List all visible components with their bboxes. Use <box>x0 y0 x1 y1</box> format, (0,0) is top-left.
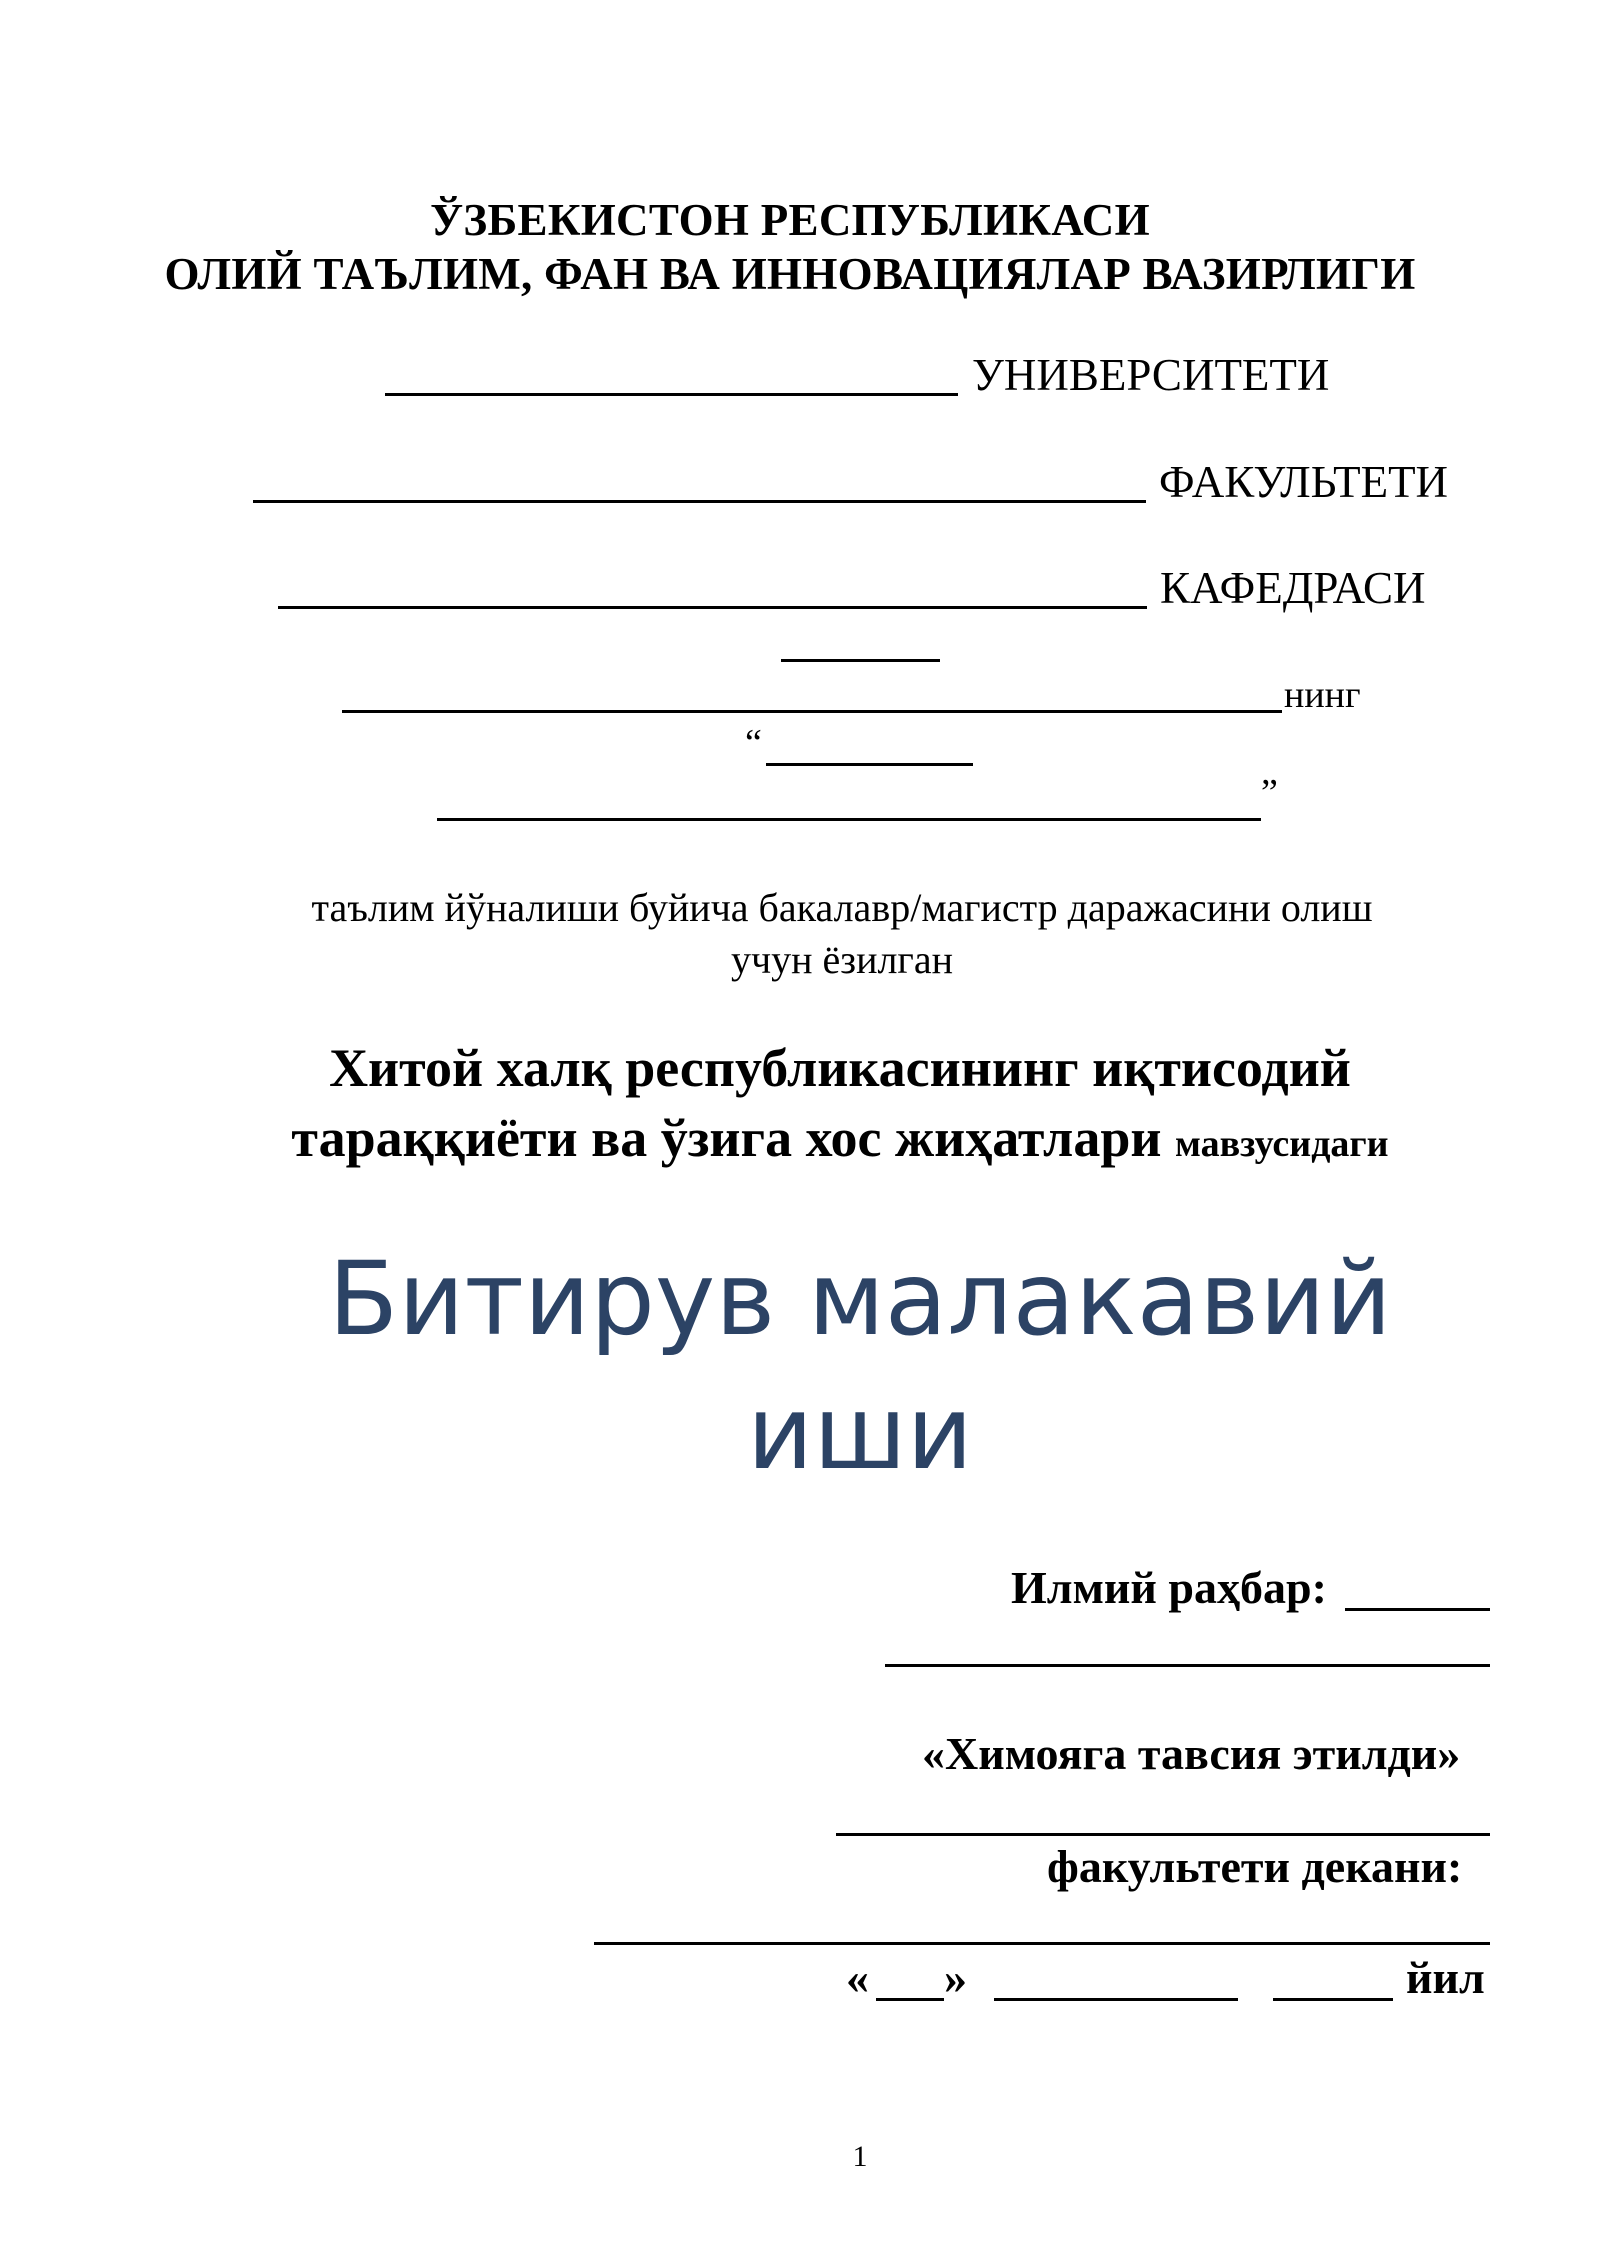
work-title-line-1: Битирув малакавий <box>328 1240 1392 1359</box>
date-day-blank[interactable] <box>876 1998 944 2001</box>
recommended-blank-line[interactable] <box>836 1833 1490 1836</box>
dean-label: факультети декани: <box>1047 1841 1463 1892</box>
topic-suffix: мавзусидаги <box>1174 1123 1389 1165</box>
faculty-blank-line[interactable] <box>253 500 1146 503</box>
direction-blank-line[interactable] <box>437 818 1261 821</box>
topic-line-1: Хитой халқ республикасининг иқтисодий <box>329 1038 1351 1098</box>
recommended-label: «Химояга тавсия этилди» <box>922 1728 1461 1779</box>
faculty-label: ФАКУЛЬТЕТИ <box>1159 457 1449 507</box>
date-open-guillemet: « <box>846 1952 869 2003</box>
open-quote: “ <box>745 722 762 764</box>
topic-line-2 <box>40 1103 1600 1179</box>
direction-blank-line-short[interactable] <box>766 763 973 766</box>
student-blank-line-short[interactable] <box>781 659 940 662</box>
supervisor-blank-short[interactable] <box>1345 1608 1490 1611</box>
date-year-blank[interactable] <box>1273 1998 1393 2001</box>
department-blank-line[interactable] <box>278 606 1147 609</box>
student-blank-line[interactable] <box>342 710 1282 713</box>
purpose-line-2: учун ёзилган <box>730 937 953 982</box>
ministry-heading: ОЛИЙ ТАЪЛИМ, ФАН ВА ИННОВАЦИЯЛАР ВАЗИРЛИГИ <box>164 249 1416 299</box>
supervisor-blank-line[interactable] <box>885 1664 1490 1667</box>
date-month-blank[interactable] <box>994 1998 1238 2001</box>
work-title-line-2: иши <box>747 1374 973 1493</box>
department-label: КАФЕДРАСИ <box>1160 563 1426 613</box>
close-quote: ” <box>1261 772 1278 814</box>
country-heading: ЎЗБЕКИСТОН РЕСПУБЛИКАСИ <box>430 195 1150 245</box>
year-label: йил <box>1406 1952 1485 2003</box>
page-number: 1 <box>852 2140 868 2173</box>
university-blank-line[interactable] <box>385 393 958 396</box>
dean-blank-line[interactable] <box>594 1942 1490 1945</box>
supervisor-label: Илмий раҳбар: <box>1011 1562 1327 1613</box>
purpose-line-1: таълим йўналиши буйича бакалавр/магистр даражасини олиш <box>311 885 1373 930</box>
topic-line-2-main: тараққиёти ва ўзига хос жиҳатлари <box>291 1108 1162 1168</box>
student-suffix: нинг <box>1284 674 1361 716</box>
university-label: УНИВЕРСИТЕТИ <box>972 350 1330 400</box>
date-close-guillemet: » <box>944 1952 967 2003</box>
